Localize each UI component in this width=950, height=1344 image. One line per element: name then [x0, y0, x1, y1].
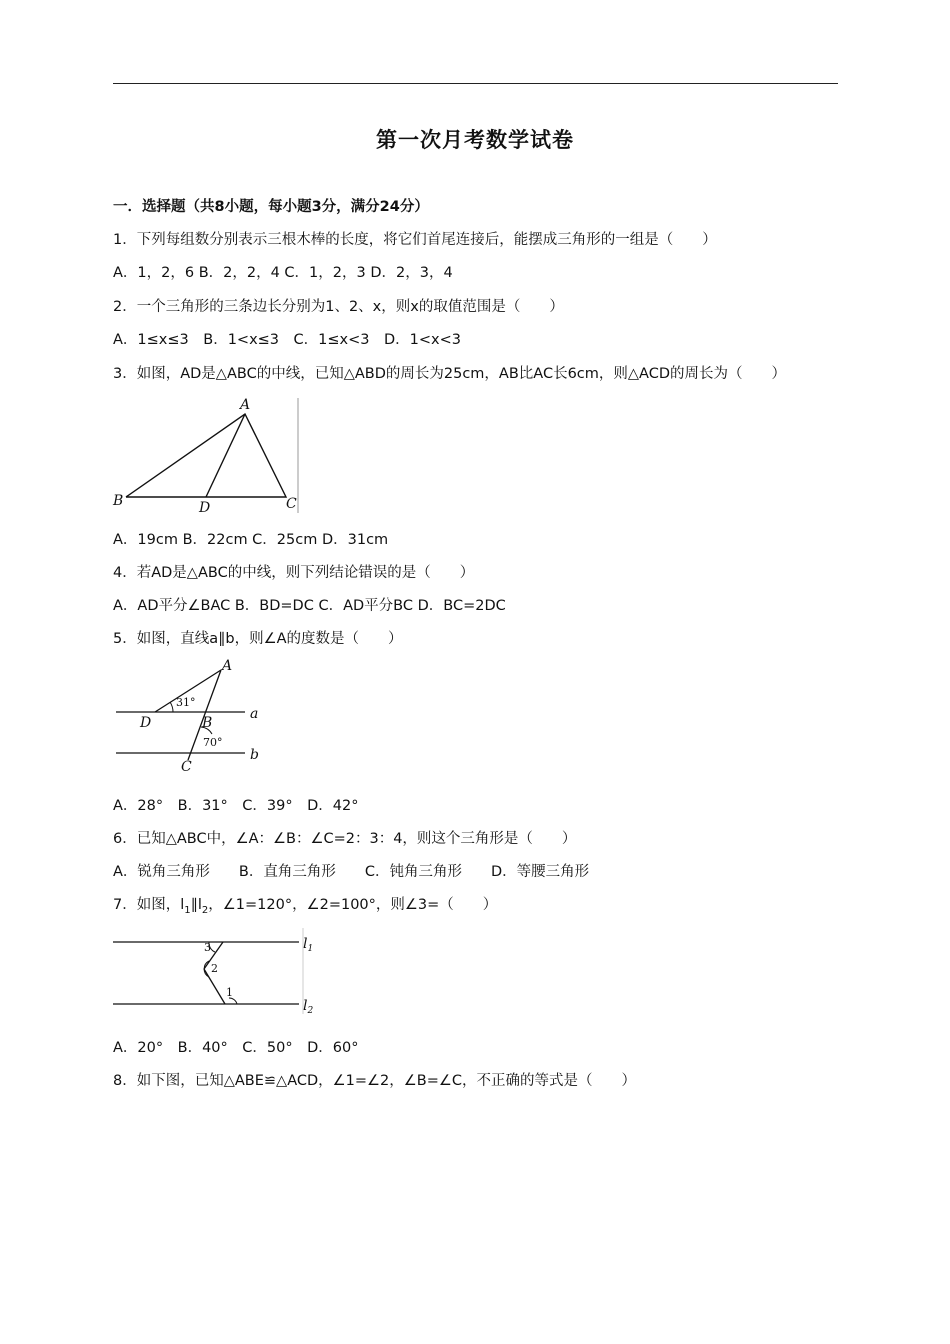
question-5-options: A．28° B．31° C．39° D．42° [113, 798, 359, 814]
question-7-sub-1: 1 [184, 904, 191, 916]
fig3-label-c: C [286, 496, 297, 512]
question-6: 6．已知△ABC中，∠A：∠B：∠C=2：3：4，则这个三角形是（ ） [113, 831, 577, 847]
fig3-label-a: A [240, 397, 251, 413]
question-7-mid: ∥l [190, 897, 202, 913]
section-heading: 一．选择题（共8小题，每小题3分，满分24分） [113, 199, 429, 215]
question-7-suffix: ，∠1=120°，∠2=100°，则∠3=（ ） [208, 897, 498, 913]
question-4-options: A．AD平分∠BAC B．BD=DC C．AD平分BC D．BC=2DC [113, 598, 506, 614]
header-rule [113, 83, 838, 84]
fig7-angle-3: 3 [204, 941, 211, 954]
page-title: 第一次月考数学试卷 [376, 128, 574, 152]
fig5-label-line-b: b [250, 747, 259, 763]
question-8: 8．如下图，已知△ABE≌△ACD，∠1=∠2，∠B=∠C，不正确的等式是（ ） [113, 1073, 636, 1089]
question-5: 5．如图，直线a∥b，则∠A的度数是（ ） [113, 631, 403, 647]
fig7-angle-2: 2 [211, 962, 218, 975]
fig7-label-l1: $l_1$ [303, 936, 314, 954]
question-7-options: A．20° B．40° C．50° D．60° [113, 1040, 359, 1056]
fig3-label-d: D [199, 500, 211, 516]
fig5-angle-31: 31° [176, 696, 196, 709]
fig5-label-d-point: D [140, 715, 152, 731]
question-7 [113, 895, 497, 921]
fig7-label-l2: $l_2$ [303, 998, 314, 1016]
question-3: 3．如图，AD是△ABC的中线，已知△ABD的周长为25cm，AB比AC长6cm，则△ACD的周长为（ ） [113, 366, 787, 382]
fig5-label-b-point: B [202, 715, 213, 731]
fig5-label-line-a: a [250, 706, 259, 722]
figure-q5-parallel-lines [113, 655, 268, 775]
question-6-options: A．锐角三角形 B．直角三角形 C．钝角三角形 D．等腰三角形 [113, 864, 590, 880]
fig7-angle-1: 1 [226, 986, 233, 999]
figure-q7-parallel-lines [113, 928, 323, 1018]
fig5-label-a-point: A [222, 658, 233, 674]
question-4: 4．若AD是△ABC的中线，则下列结论错误的是（ ） [113, 565, 475, 581]
question-2: 2．一个三角形的三条边长分别为1、2、x，则x的取值范围是（ ） [113, 299, 564, 315]
question-2-options: A．1≤x≤3 B．1<x≤3 C．1≤x<3 D．1<x<3 [113, 332, 461, 348]
question-1: 1．下列每组数分别表示三根木棒的长度，将它们首尾连接后，能摆成三角形的一组是（ ） [113, 232, 717, 248]
fig5-angle-70: 70° [203, 736, 223, 749]
fig5-label-c-point: C [181, 759, 192, 775]
question-1-options: A．1，2，6 B．2，2，4 C．1，2，3 D．2，3，4 [113, 265, 453, 281]
figure-q3-triangle [110, 395, 310, 520]
question-7-sub-2: 2 [201, 904, 209, 916]
question-7-prefix: 7．如图，l [113, 897, 185, 913]
question-3-options: A．19cm B．22cm C．25cm D．31cm [113, 532, 389, 548]
fig3-label-b: B [113, 493, 124, 509]
